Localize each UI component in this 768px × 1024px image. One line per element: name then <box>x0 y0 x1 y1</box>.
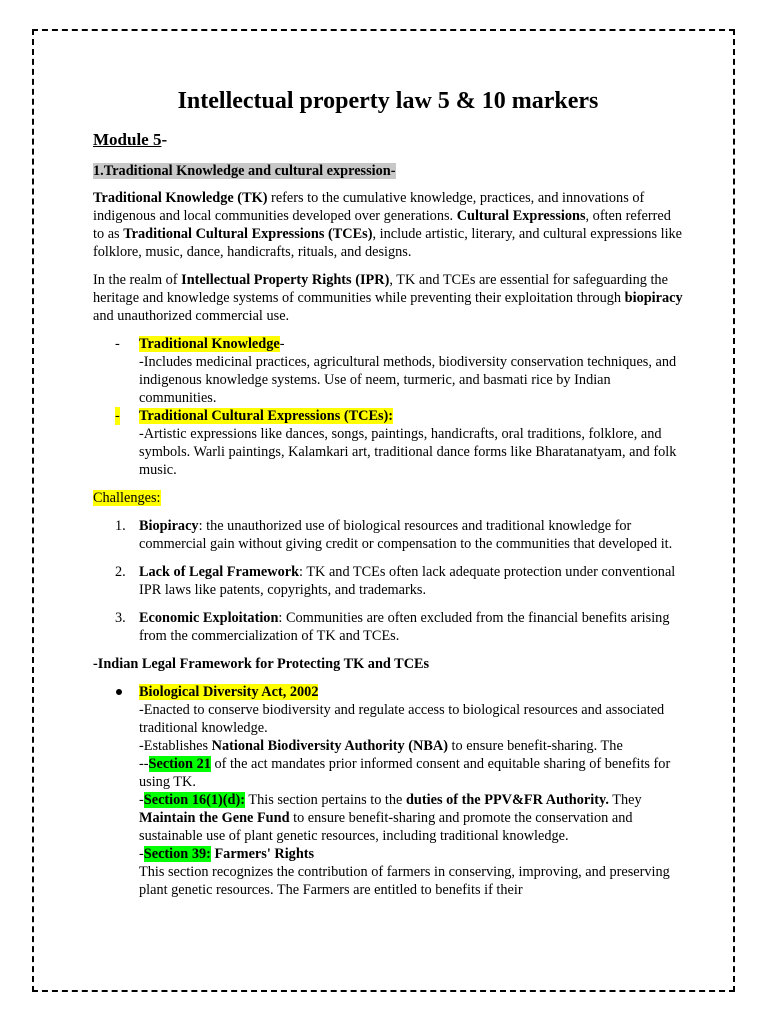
list-item <box>93 335 683 407</box>
list-item-body: -Artistic expressions like dances, songs, paintings, handicrafts, oral traditions, folklore, and symbols. Warli paintings, Kalamkari art, traditional dance forms like Bharatanatyam, and folk music. <box>139 426 677 478</box>
text: , TK and TCEs are essential for safeguarding the heritage and knowledge systems of communities while preventing their exploitation through <box>93 272 668 306</box>
list-item <box>93 609 683 645</box>
list-item-suffix: - <box>279 336 285 352</box>
challenge-text: : Communities are often excluded from the financial benefits arising from the commercialization of TK and TCEs. <box>139 610 670 644</box>
text: They <box>608 792 642 808</box>
text: -Establishes <box>139 738 212 754</box>
act-title: Biological Diversity Act, 2002 <box>139 684 319 700</box>
module-heading <box>93 129 683 151</box>
list-item <box>93 563 683 599</box>
section-16-label: Section 16(1)(d): <box>143 792 246 808</box>
text: , often referred to as <box>93 208 671 242</box>
dash-marker: - <box>115 336 120 352</box>
section-21-label: Section 21 <box>148 756 211 772</box>
text: to ensure benefit-sharing. The <box>447 738 623 754</box>
module-label: Module 5 <box>93 130 162 149</box>
list-item <box>93 517 683 553</box>
term-cultural-expressions: Cultural Expressions <box>456 208 586 224</box>
term-gene-fund: Maintain the Gene Fund <box>139 810 290 826</box>
challenge-text: : TK and TCEs often lack adequate protection under conventional IPR laws like patents, copyrights, and trademarks. <box>139 564 676 598</box>
section-39-description: This section recognizes the contribution of farmers in conserving, improving, and preserving plant genetic resources. The Farmers are entitled to benefits if their <box>139 864 670 898</box>
framework-list <box>93 683 683 899</box>
term-ipr: Intellectual Property Rights (IPR) <box>181 272 390 288</box>
text: This section pertains to the <box>245 792 406 808</box>
framework-heading <box>93 655 683 673</box>
term-farmers-rights: Farmers' Rights <box>210 846 315 862</box>
challenge-term: Economic Exploitation <box>139 610 279 626</box>
text: - <box>139 792 144 808</box>
list-number: 1. <box>115 518 126 534</box>
module-suffix: - <box>161 130 168 149</box>
term-tk: Traditional Knowledge (TK) <box>93 190 268 206</box>
text: and unauthorized commercial use. <box>93 308 290 324</box>
text: In the realm of <box>93 272 182 288</box>
text: to ensure benefit-sharing and promote the conservation and sustainable use of plant genetic resources, including traditional knowledge. <box>139 810 633 844</box>
text: refers to the cumulative knowledge, practices, and innovations of indigenous and local communities developed over generations. <box>93 190 645 224</box>
framework-heading-text: -Indian Legal Framework for Protecting TK and TCEs <box>93 656 430 672</box>
list-number: 2. <box>115 564 126 580</box>
section-39-label: Section 39: <box>143 846 211 862</box>
text: - <box>139 846 144 862</box>
text: -- <box>139 756 149 772</box>
paragraph-tk-definition <box>93 189 683 261</box>
dash-marker: - <box>115 408 120 424</box>
section-heading-text: 1.Traditional Knowledge and cultural expression- <box>93 163 396 179</box>
challenge-term: Lack of Legal Framework <box>139 564 300 580</box>
list-item <box>93 407 683 479</box>
paragraph-ipr <box>93 271 683 325</box>
list-item-body: -Includes medicinal practices, agricultural methods, biodiversity conservation techniques, and indigenous knowledge systems. Use of neem, turmeric, and basmati rice by Indian communities. <box>139 354 677 406</box>
term-tces: Traditional Cultural Expressions (TCEs) <box>123 226 373 242</box>
list-item-title: Traditional Cultural Expressions (TCEs): <box>139 408 394 424</box>
term-biopiracy: biopiracy <box>624 290 683 306</box>
challenge-term: Biopiracy <box>139 518 199 534</box>
list-number: 3. <box>115 610 126 626</box>
text: , include artistic, literary, and cultural expressions like folklore, music, dance, handicrafts, rituals, and designs. <box>93 226 683 260</box>
tk-tce-list <box>93 335 683 479</box>
document-content <box>93 86 683 899</box>
bullet-icon <box>116 689 122 695</box>
challenges-heading <box>93 489 683 507</box>
list-item <box>93 683 683 899</box>
term-nba: National Biodiversity Authority (NBA) <box>211 738 448 754</box>
challenges-heading-text: Challenges: <box>93 490 161 506</box>
challenge-text: : the unauthorized use of biological resources and traditional knowledge for commercial gain without giving credit or compensation to the communities that developed it. <box>139 518 673 552</box>
section-heading <box>93 162 683 180</box>
act-description: -Enacted to conserve biodiversity and regulate access to biological resources and associated traditional knowledge. <box>139 702 665 736</box>
document-title: Intellectual property law 5 & 10 markers <box>177 88 599 114</box>
term-ppvfr-duties: duties of the PPV&FR Authority. <box>405 792 609 808</box>
text: of the act mandates prior informed consent and equitable sharing of benefits for using TK. <box>139 756 671 790</box>
list-item-title: Traditional Knowledge <box>139 336 280 352</box>
challenges-list <box>93 517 683 645</box>
